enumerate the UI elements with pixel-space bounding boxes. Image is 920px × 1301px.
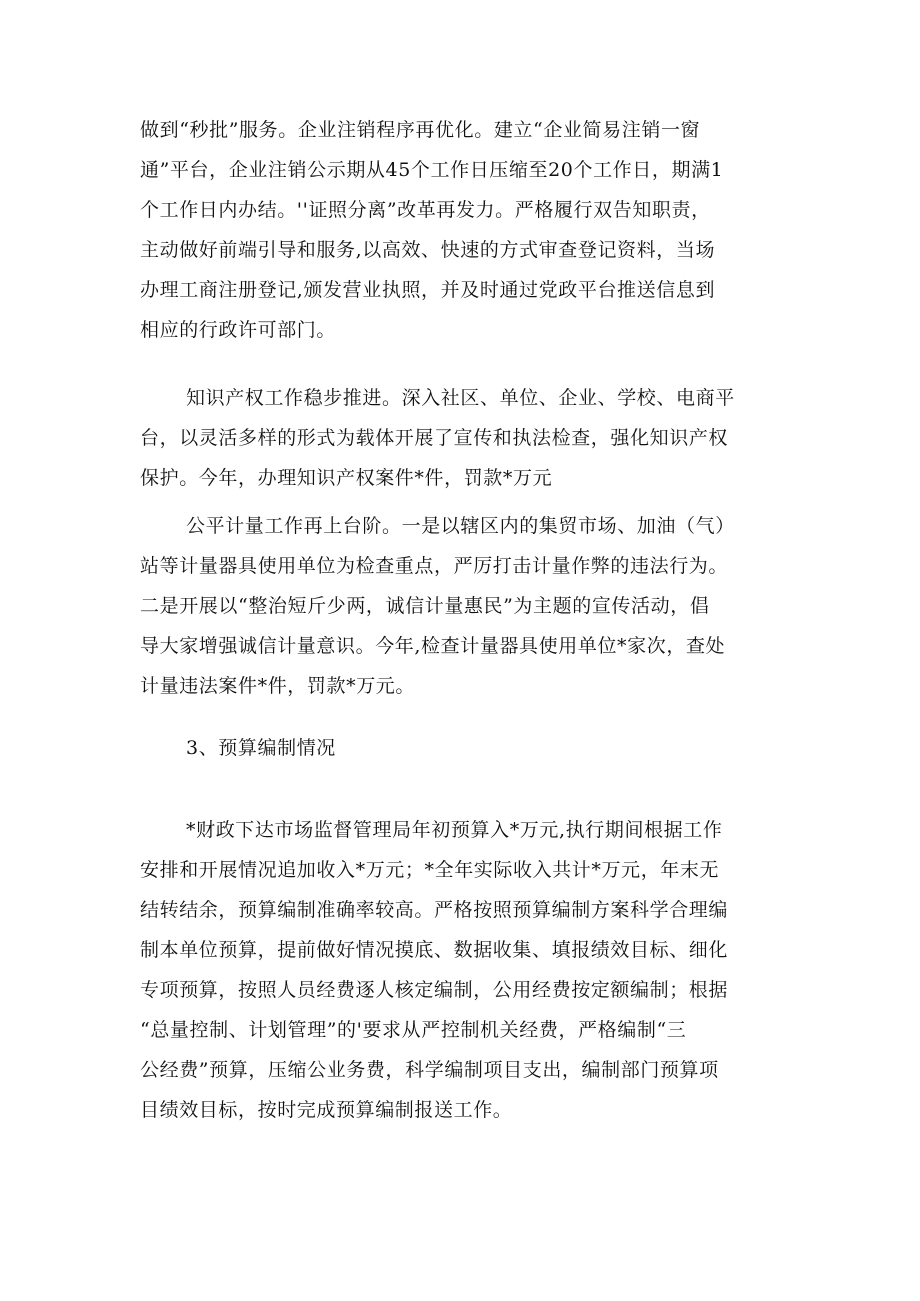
text-line: 知识产权工作稳步推进。深入社区、单位、企业、学校、电商平 [186,387,735,409]
text-line: 安排和开展情况追加收入*万元；*全年实际收入共计*万元，年末无 [140,859,720,881]
text-line: 台，以灵活多样的形式为载体开展了宣传和执法检查，强化知识产权 [140,427,729,449]
text-line: 主动做好前端引导和服务,以高效、快速的方式审查登记资料，当场 [140,239,716,261]
text-line: 二是开展以“整治短斤少两，诚信计量惠民”为主题的宣传活动，倡 [140,595,710,617]
text-line: “总量控制、计划管理”的'要求从严控制机关经费，严格编制“三 [140,1019,687,1041]
paragraph-registration [140,110,780,350]
text-line: 站等计量器具使用单位为检查重点，严厉打击计量作弊的违法行为。 [140,555,729,577]
text-line: 做到“秒批”服务。企业注销程序再优化。建立“企业简易注销一窗 [140,119,701,141]
text-line: 公经费”预算，压缩公业务费，科学编制项目支出，编制部门预算项 [140,1059,719,1081]
paragraph-metrology [140,506,780,706]
text-line: 公平计量工作再上台阶。一是以辖区内的集贸市场、加油（气） [186,515,735,537]
text-line: *财政下达市场监督管理局年初预算入*万元,执行期间根据工作 [186,819,723,841]
text-line: 个工作日内办结。''证照分离”改革再发力。严格履行双告知职责， [140,199,711,221]
text-line: 保护。今年，办理知识产权案件*件，罚款*万元 [140,467,553,489]
text-line: 相应的行政许可部门。 [140,319,337,341]
text-line: 目绩效目标，按时完成预算编制报送工作。 [140,1099,513,1121]
section-heading: 3、预算编制情况 [186,737,336,759]
text-line: 导大家增强诚信计量意识。今年,检查计量器具使用单位*家次，查处 [140,635,726,657]
text-line: 制本单位预算，提前做好情况摸底、数据收集、填报绩效目标、细化 [140,939,729,961]
text-line: 专项预算，按照人员经费逐人核定编制，公用经费按定额编制；根据 [140,979,729,1001]
text-line: 结转结余，预算编制准确率较高。严格按照预算编制方案科学合理编 [140,899,729,921]
paragraph-budget [140,810,780,1130]
text-line: 通”平台，企业注销公示期从45个工作日压缩至20个工作日，期满1 [140,159,724,181]
text-line: 计量违法案件*件，罚款*万元。 [140,675,416,697]
text-line: 办理工商注册登记,颁发营业执照，并及时通过党政平台推送信息到 [140,279,716,301]
paragraph-ip [140,378,780,498]
